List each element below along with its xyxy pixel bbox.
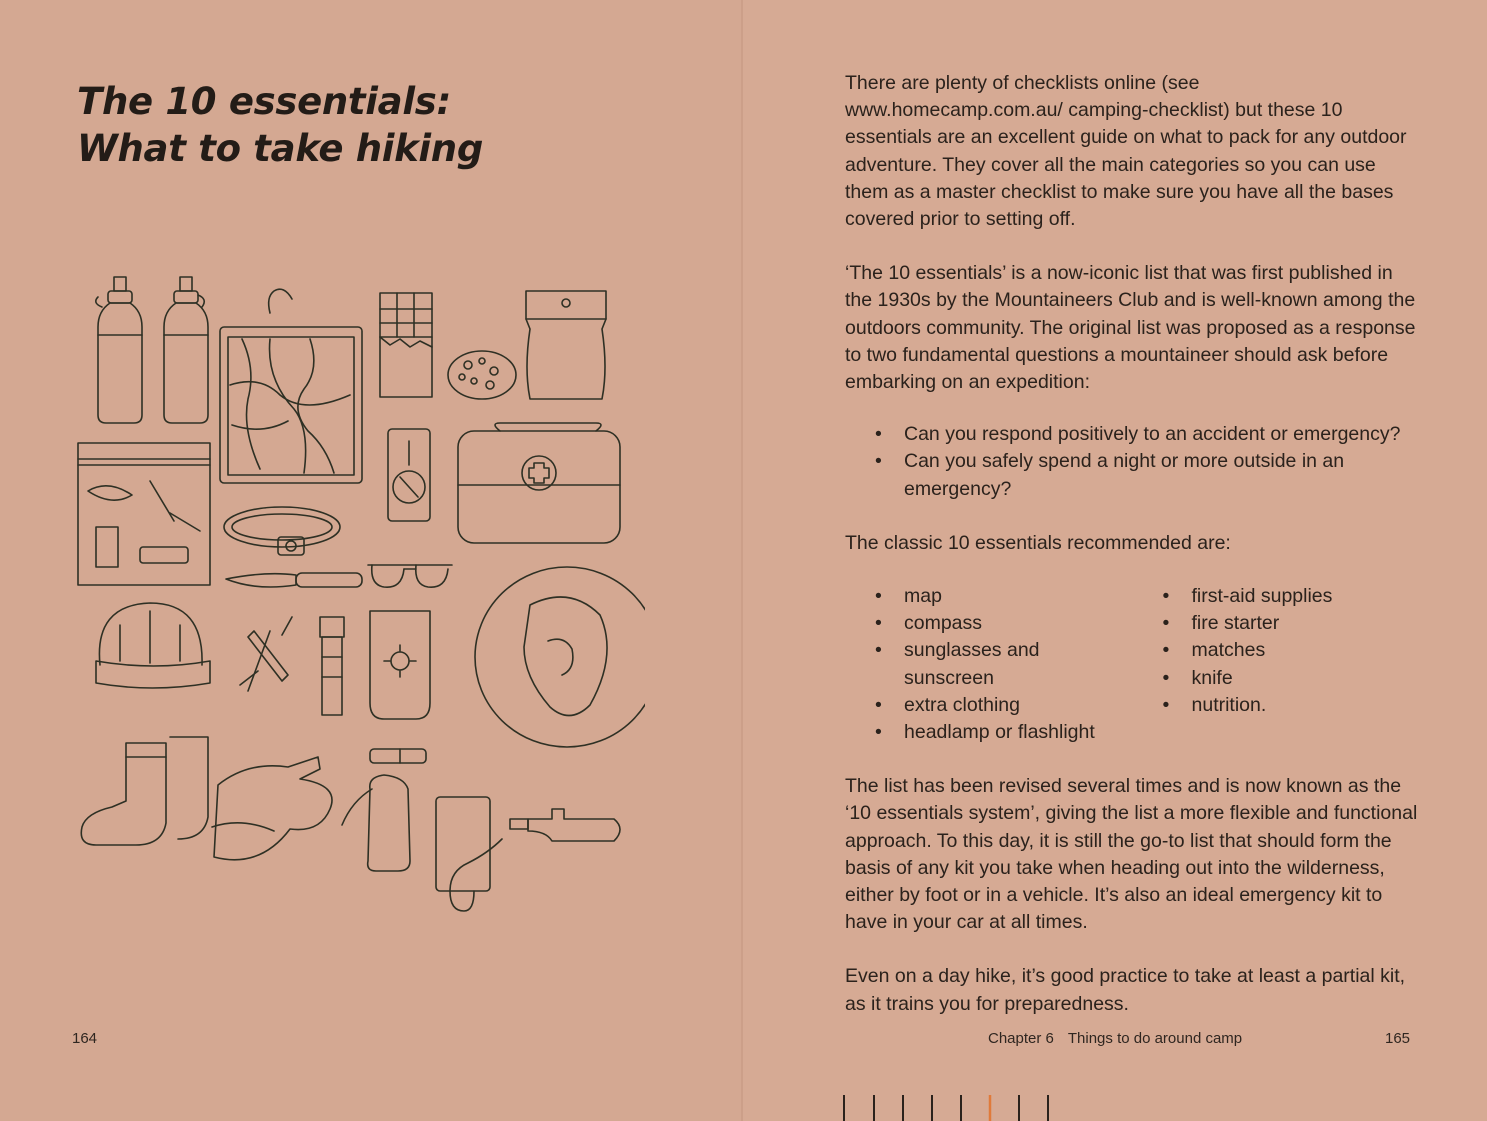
list-item: • Can you respond positively to an accident or emergency? — [845, 421, 1420, 448]
headlamp-icon — [224, 507, 340, 555]
history-paragraph: ‘The 10 essentials’ is a now-iconic list that was first published in the 1930s by the Mountaineers Club and is well-known among the outdoors community. The original list was proposed as a response to two fundamental questions a mountaineer should ask before embarking on an expedition: — [845, 262, 1416, 394]
page-number-left: 164 — [72, 1030, 98, 1047]
beanie-icon — [96, 603, 210, 688]
water-bottle-icon — [164, 277, 208, 423]
power-bank-icon — [436, 797, 502, 911]
sunscreen-icon — [370, 611, 430, 719]
socks-icon — [81, 737, 208, 845]
list-item: • sunglasses and sunscreen — [845, 637, 1133, 691]
page-title — [77, 78, 483, 172]
day-hike-paragraph: Even on a day hike, it’s good practice to take at least a partial kit, as it trains you for preparedness. — [845, 965, 1406, 1015]
list-item: • extra clothing — [845, 692, 1133, 719]
left-page — [0, 0, 742, 1121]
lip-balm-icon — [370, 749, 426, 763]
gloves-icon — [212, 757, 332, 860]
essentials-column-2 — [1133, 583, 1421, 746]
chapter-edge-marks — [830, 1093, 1070, 1121]
chocolate-bar-icon — [380, 293, 432, 397]
essentials-list — [845, 583, 1420, 746]
insect-spray-icon — [510, 809, 620, 841]
list-item: • Can you safely spend a night or more outside in an emergency? — [845, 448, 1420, 502]
list-item: • first-aid supplies — [1133, 583, 1421, 610]
title-line-2: What to take hiking — [77, 127, 484, 170]
trail-mix-icon — [448, 351, 516, 399]
food-pouch-icon — [526, 291, 606, 399]
stuff-sack-icon — [342, 775, 410, 871]
chapter-title: Things to do around camp — [1067, 1030, 1243, 1047]
body-text — [845, 70, 1420, 1045]
system-paragraph: The list has been revised several times and is now known as the ‘10 essentials system’, giving the list a more flexible and functional approach. To this day, it is still the go-to list that should form the basis of any kit you take when heading out into the wilderness, either by foot or in a vehicle. It’s also an ideal emergency kit to have in your car at all times. — [845, 775, 1418, 934]
sunglasses-icon — [368, 565, 452, 587]
list-item: • headlamp or flashlight — [845, 719, 1133, 746]
list-item: • map — [845, 583, 1133, 610]
flashlight-icon — [320, 617, 344, 715]
list-item: • compass — [845, 610, 1133, 637]
water-bottle-icon — [96, 277, 142, 423]
map-icon — [220, 289, 362, 483]
list-item: • knife — [1133, 665, 1421, 692]
list-item: • nutrition. — [1133, 692, 1421, 719]
sun-hat-icon — [475, 567, 645, 747]
compass-icon — [388, 429, 430, 521]
running-head — [988, 1030, 1242, 1047]
knife-icon — [226, 573, 362, 587]
intro-paragraph: There are plenty of checklists online (see www.homecamp.com.au/ camping-checklist) but these 10 essentials are an excellent guide on what to pack for any outdoor adventure. They cover all the main categories so you can use them as a master checklist to make sure you have all the bases covered prior to setting off. — [845, 72, 1407, 231]
list-item: • matches — [1133, 637, 1421, 664]
list-item: • fire starter — [1133, 610, 1421, 637]
multitool-icon — [240, 617, 292, 691]
page-number-right: 165 — [1385, 1030, 1411, 1047]
essentials-intro: The classic 10 essentials recommended are: — [845, 531, 1231, 554]
first-aid-kit-icon — [458, 423, 620, 543]
essentials-column-1 — [845, 583, 1133, 746]
chapter-label: Chapter 6 — [988, 1030, 1054, 1047]
zip-bag-icon — [78, 443, 210, 585]
questions-list — [845, 421, 1420, 503]
hiking-gear-illustration — [70, 265, 645, 920]
title-line-1: The 10 essentials: — [77, 80, 451, 123]
